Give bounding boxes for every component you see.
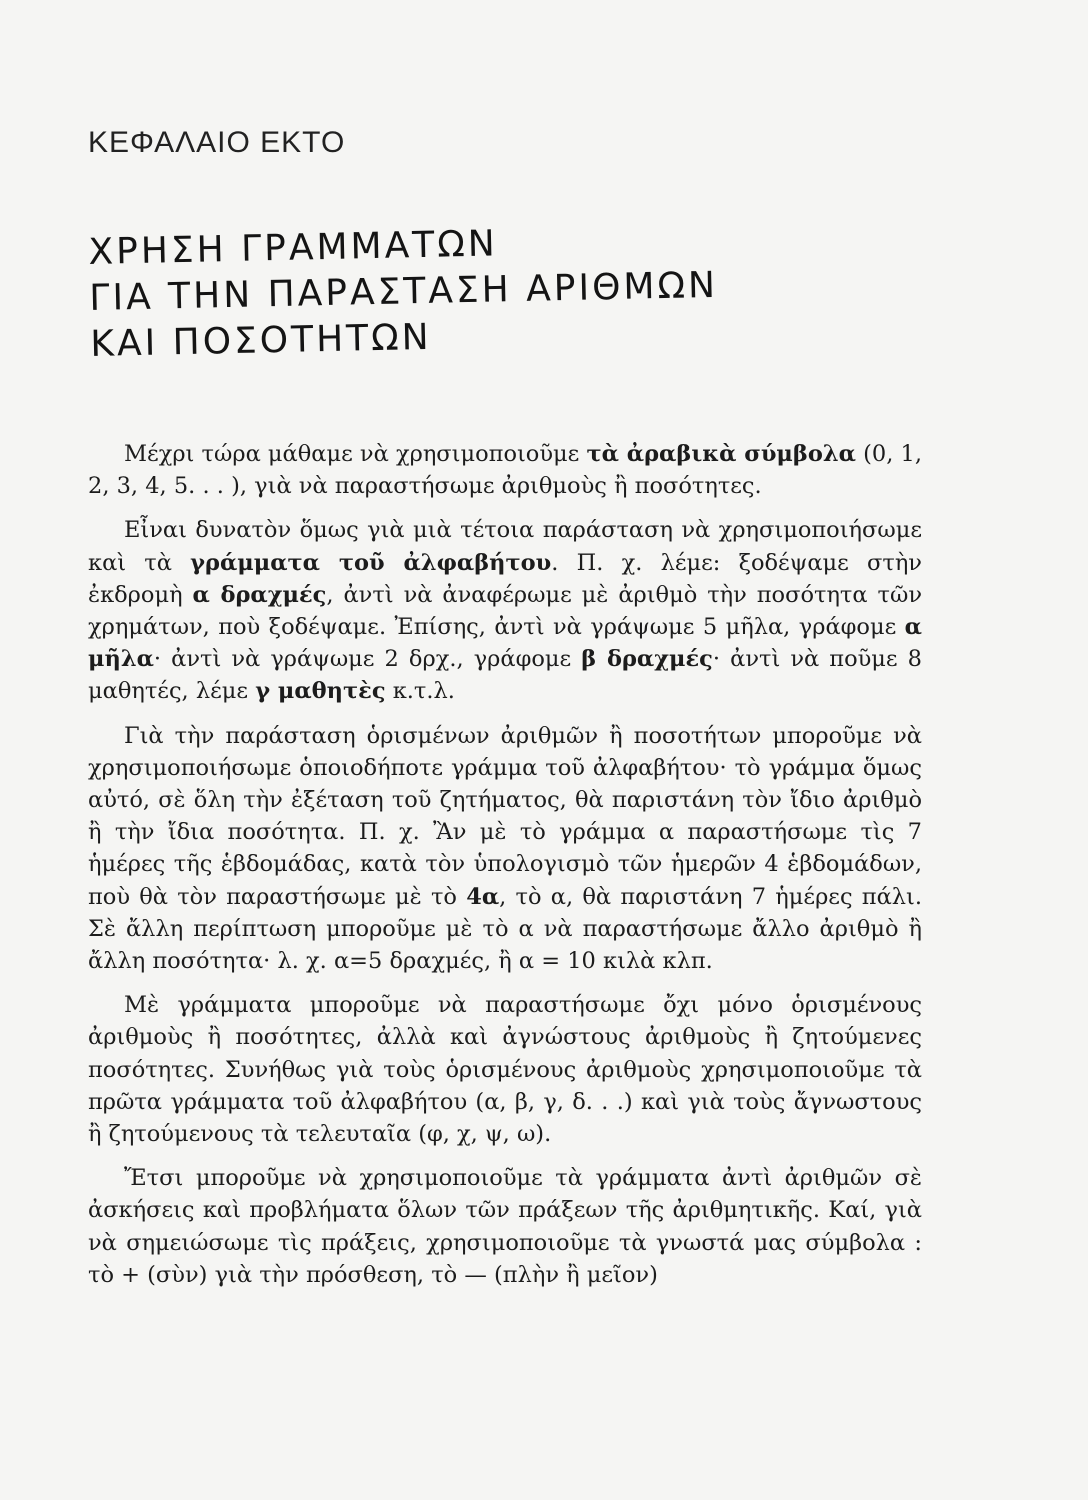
chapter-label: ΚΕΦΑΛΑΙΟ ΕΚΤΟ	[88, 126, 346, 159]
paragraph-4	[88, 989, 922, 1150]
p2-bold-3: α μῆλα	[88, 614, 922, 673]
p2-text-1: Εἶναι δυνατὸν ὅμως γιὰ μιὰ τέτοια παράσταση νὰ χρησιμοποιήσωμε καὶ τὰ	[88, 517, 922, 576]
paragraph-2	[88, 514, 922, 707]
p3-text-2: , τὸ α, θὰ παριστάνη 7 ἡμέρες πάλι. Σὲ ἄλλη περίπτωση μποροῦμε μὲ τὸ α νὰ παραστήσωμε ἄλλο ἀριθμὸ ἢ ἄλλη ποσότητα· λ. χ. α=5 δραχμές, ἢ α = 10 κιλὰ κλπ.	[88, 883, 922, 975]
title-line-2: ΓΙΑ ΤΗΝ ΠΑΡΑΣΤΑΣΗ ΑΡΙΘΜΩΝ	[89, 264, 719, 319]
p2-bold-1: γράμματα τοῦ ἀλφαβήτου	[190, 549, 552, 576]
p3-text-1: Γιὰ τὴν παράσταση ὁρισμένων ἀριθμῶν ἢ ποσοτήτων μποροῦμε νὰ χρησιμοποιήσωμε ὁποιοδήποτε γράμμα τοῦ ἀλφαβήτου· τὸ γράμμα ὅμως αὐτό, σὲ ὅλη τὴν ἐξέταση τοῦ ζητήματος, θὰ παριστάνη τὸν ἴδιο ἀριθμὸ ἢ τὴν ἴδια ποσότητα. Π. χ. Ἂν μὲ τὸ γράμμα α παραστήσωμε τὶς 7 ἡμέρες τῆς ἑβδομάδας, κατὰ τὸν ὑπολογισμὸ τῶν ἡμερῶν 4 ἑβδομάδων, ποὺ θὰ τὸν παραστήσωμε μὲ τὸ	[88, 722, 922, 910]
paragraph-5	[88, 1162, 922, 1291]
p3-bold-1: 4α	[466, 883, 500, 910]
paragraph-1	[88, 438, 922, 502]
p2-bold-5: γ μαθητὲς	[255, 678, 386, 705]
p2-text-3: , ἀντὶ νὰ ἀναφέρωμε μὲ ἀριθμὸ τὴν ποσότητα τῶν χρημάτων, ποὺ ξοδέψαμε. Ἐπίσης, ἀντὶ νὰ γράψωμε 5 μῆλα, γράφομε	[88, 581, 922, 641]
title-line-3: ΚΑΙ ΠΟΣΟΤΗΤΩΝ	[89, 316, 433, 365]
p2-bold-2: α δραχμές	[192, 581, 327, 608]
p5-text-1: Ἔτσι μποροῦμε νὰ χρησιμοποιοῦμε τὰ γράμματα ἀντὶ ἀριθμῶν σὲ ἀσκήσεις καὶ προβλήματα ὅλων τῶν πράξεων τῆς ἀριθμητικῆς. Καί, γιὰ νὰ σημειώσωμε τὶς πράξεις, χρησιμοποιοῦμε τὰ γνωστά μας σύμβολα : τὸ + (σὺν) γιὰ τὴν πρόσθεση, τὸ — (πλὴν ἢ μεῖον)	[88, 1165, 922, 1288]
chapter-title	[88, 214, 851, 368]
p1-text-1: Μέχρι τώρα μάθαμε νὰ χρησιμοποιοῦμε	[124, 441, 587, 467]
p1-text-2: (0, 1, 2, 3, 4, 5. . . ), γιὰ νὰ παραστήσωμε ἀριθμοὺς ἢ ποσότητες.	[88, 441, 922, 500]
title-line-1: ΧΡΗΣΗ ΓΡΑΜΜΑΤΩΝ	[88, 223, 499, 273]
p2-text-4: · ἀντὶ νὰ γράψωμε 2 δρχ., γράφομε	[153, 646, 582, 673]
paragraph-3	[88, 720, 922, 978]
p2-text-6: κ.τ.λ.	[385, 678, 455, 705]
body-text	[88, 438, 922, 1303]
p2-bold-4: β δραχμές	[581, 646, 713, 673]
p2-text-5: · ἀντὶ νὰ ποῦμε 8 μαθητές, λέμε	[88, 646, 922, 705]
p1-bold-1: τὰ ἀραβικὰ σύμβολα	[586, 441, 856, 467]
p4-text-1: Μὲ γράμματα μποροῦμε νὰ παραστήσωμε ὄχι μόνο ὁρισμένους ἀριθμοὺς ἢ ποσότητες, ἀλλὰ καὶ ἀγνώστους ἀριθμοὺς ἢ ζητούμενες ποσότητες. Συνήθως γιὰ τοὺς ὁρισμένους ἀριθμοὺς χρησιμοποιοῦμε τὰ πρῶτα γράμματα τοῦ ἀλφαβήτου (α, β, γ, δ. . .) καὶ γιὰ τοὺς ἄγνωστους ἢ ζητούμενους τὰ τελευταῖα (φ, χ, ψ, ω).	[88, 992, 922, 1148]
p2-text-2: . Π. χ. λέμε: ξοδέψαμε στὴν ἐκδρομὴ	[88, 549, 922, 608]
